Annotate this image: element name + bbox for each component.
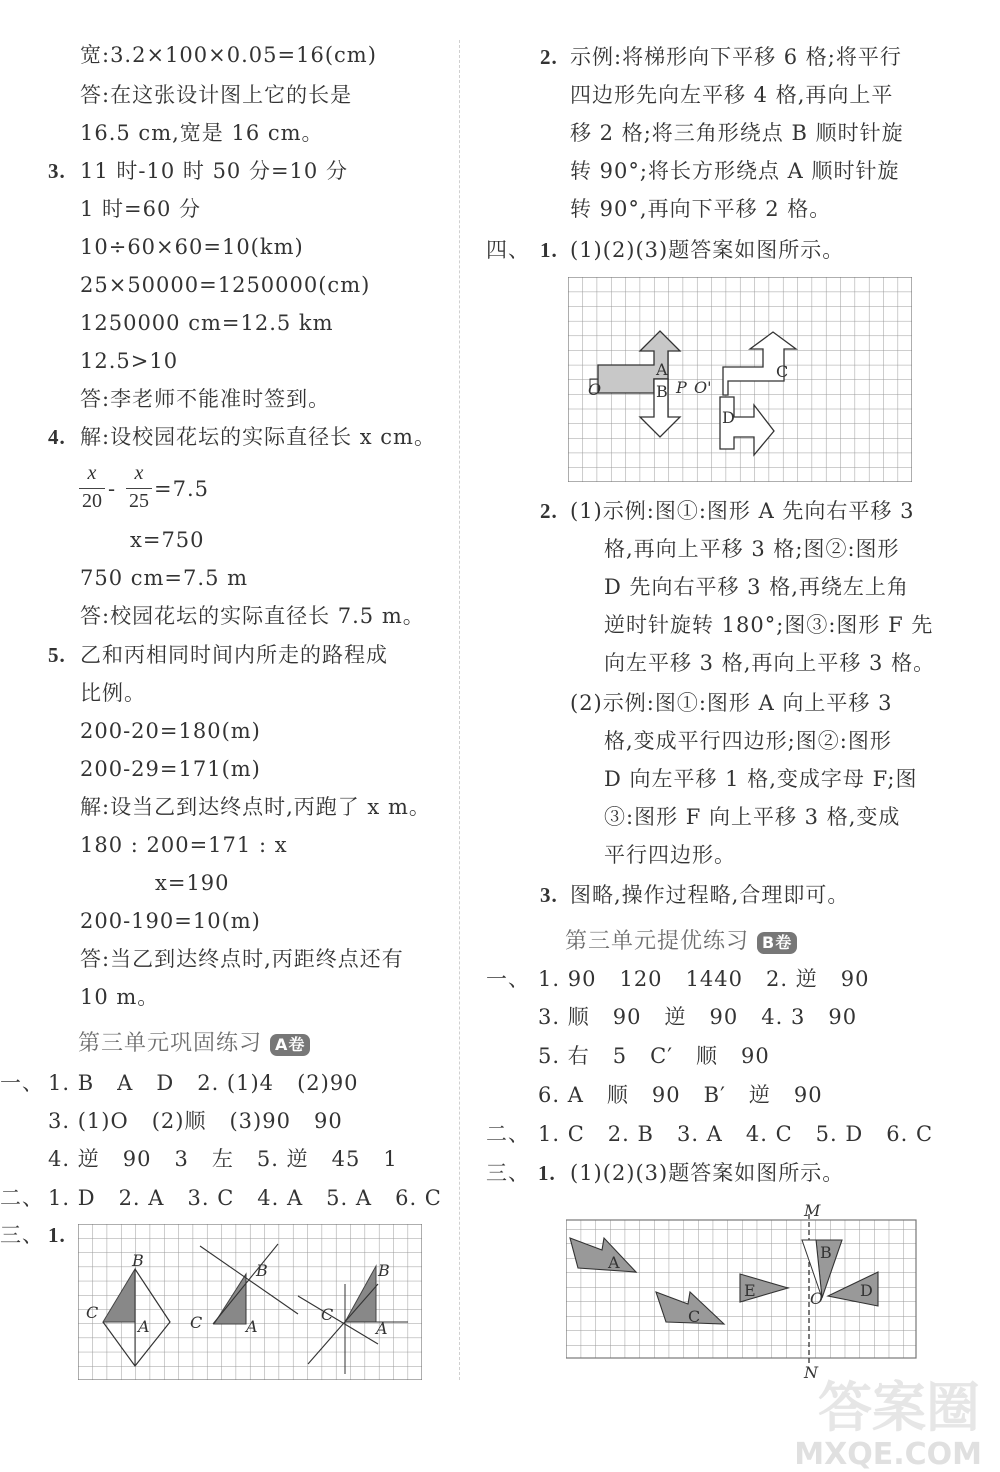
line: 180 : 200=171 : x <box>80 833 288 857</box>
line: 3. (1)O (2)顺 (3)90 90 <box>48 1109 343 1133</box>
part-label: 二、 <box>0 1186 44 1210</box>
equation-rhs: =7.5 <box>154 477 209 501</box>
line: 1. B A D 2. (1)4 (2)90 <box>48 1071 359 1095</box>
label: O' <box>694 378 712 397</box>
line: 解:设校园花坛的实际直径长 x cm。 <box>80 425 436 449</box>
label: E <box>744 1281 756 1300</box>
line: (1)(2)(3)题答案如图所示。 <box>570 238 845 262</box>
part-label: 一、 <box>0 1071 44 1095</box>
watermark-logo: 答案圈 <box>818 1376 980 1439</box>
line: 答:当乙到达终点时,丙距终点还有 <box>80 947 404 971</box>
watermark-url: MXQE.COM <box>794 1437 982 1472</box>
question-number: 1. <box>48 1223 66 1247</box>
section-heading-b <box>565 924 797 955</box>
line: 25×50000=1250000(cm) <box>80 273 371 297</box>
part-label: 一、 <box>486 967 530 991</box>
label: C <box>190 1313 203 1332</box>
label: A <box>246 1317 258 1336</box>
line: 转 90°;将长方形绕点 A 顺时针旋 <box>570 159 900 183</box>
question-number: 4. <box>48 425 66 449</box>
badge-a: A卷 <box>270 1034 310 1056</box>
part-label: 二、 <box>486 1122 530 1146</box>
question-number: 2. <box>540 499 558 523</box>
line: D 向左平移 1 格,变成字母 F;图 <box>604 767 918 791</box>
line: 10÷60×60=10(km) <box>80 235 304 259</box>
fraction-bar <box>79 488 105 489</box>
line: 格,再向上平移 3 格;图②:图形 <box>604 537 900 561</box>
line: 比例。 <box>80 681 146 705</box>
line: 4. 逆 90 3 左 5. 逆 45 1 <box>48 1147 398 1171</box>
minus-sign: - <box>108 477 117 501</box>
label: A <box>608 1253 620 1272</box>
line: 逆时针旋转 180°;图③:图形 F 先 <box>604 613 934 637</box>
line: 6. A 顺 90 B′ 逆 90 <box>538 1083 823 1107</box>
label: A <box>376 1319 388 1338</box>
line: 1. C 2. B 3. A 4. C 5. D 6. C <box>538 1122 934 1146</box>
line: 3. 顺 90 逆 90 4. 3 90 <box>538 1005 858 1029</box>
question-number: 3. <box>540 883 558 907</box>
label: C <box>86 1303 99 1322</box>
line: 格,变成平行四边形;图②:图形 <box>604 729 892 753</box>
part-label: 三、 <box>0 1223 44 1247</box>
label: A <box>656 360 668 379</box>
question-number: 2. <box>540 45 558 69</box>
line: 1250000 cm=12.5 km <box>80 311 334 335</box>
label: C <box>321 1305 334 1324</box>
label: O <box>588 380 602 399</box>
line: 答:校园花坛的实际直径长 7.5 m。 <box>80 604 425 628</box>
line: 四边形先向左平移 4 格,再向上平 <box>570 83 894 107</box>
label: B <box>132 1251 144 1270</box>
line: 16.5 cm,宽是 16 cm。 <box>80 121 324 145</box>
label: C <box>688 1307 701 1326</box>
label: B <box>820 1243 832 1262</box>
question-number: 5. <box>48 643 66 667</box>
line: 1 时=60 分 <box>80 197 202 221</box>
label: M <box>804 1201 821 1220</box>
label: N <box>804 1363 818 1380</box>
line: 5. 右 5 C′ 顺 90 <box>538 1044 770 1068</box>
line: 示例:将梯形向下平移 6 格;将平行 <box>570 45 902 69</box>
line: 1. 90 120 1440 2. 逆 90 <box>538 967 870 991</box>
line: 1. D 2. A 3. C 4. A 5. A 6. C <box>48 1186 442 1210</box>
line: 10 m。 <box>80 985 160 1009</box>
line: 答:李老师不能准时签到。 <box>80 387 331 411</box>
section-title: 第三单元巩固练习 <box>78 1031 263 1056</box>
fraction-numerator: x <box>134 462 144 484</box>
label: D <box>722 408 735 427</box>
line: 宽:3.2×100×0.05=16(cm) <box>80 43 377 67</box>
label: C <box>776 362 789 381</box>
label: D <box>860 1281 873 1300</box>
reflection-figure <box>566 1200 918 1380</box>
line: (1)(2)(3)题答案如图所示。 <box>570 1161 845 1185</box>
section-title: 第三单元提优练习 <box>565 929 750 954</box>
label: P <box>676 378 687 397</box>
question-number: 3. <box>48 159 66 183</box>
line: D 先向右平移 3 格,再绕左上角 <box>604 575 909 599</box>
line: 12.5>10 <box>80 349 179 373</box>
fraction-numerator: x <box>87 462 97 484</box>
part-label: 三、 <box>486 1161 530 1185</box>
line: x=750 <box>130 528 205 552</box>
translation-figure <box>568 277 912 482</box>
line: 移 2 格;将三角形绕点 B 顺时针旋 <box>570 121 904 145</box>
fraction-bar <box>126 488 152 489</box>
fraction-denominator: 20 <box>82 490 102 512</box>
label: B <box>256 1261 268 1280</box>
part-label: 四、 <box>486 238 530 262</box>
line: x=190 <box>155 871 230 895</box>
label: B <box>656 382 668 401</box>
label: B <box>378 1261 390 1280</box>
line: 200-190=10(m) <box>80 909 261 933</box>
line: (2)示例:图①:图形 A 向上平移 3 <box>570 691 893 715</box>
line: 答:在这张设计图上它的长是 <box>80 83 353 107</box>
line: (1)示例:图①:图形 A 先向右平移 3 <box>570 499 915 523</box>
column-divider <box>459 40 460 1380</box>
section-heading-a <box>78 1026 310 1057</box>
line: 11 时-10 时 50 分=10 分 <box>80 159 348 183</box>
question-number: 1. <box>540 238 558 262</box>
line: 750 cm=7.5 m <box>80 566 249 590</box>
label: A <box>138 1317 150 1336</box>
badge-b: B卷 <box>757 932 797 954</box>
fraction-denominator: 25 <box>129 490 149 512</box>
line: 向左平移 3 格,再向上平移 3 格。 <box>604 651 936 675</box>
line: 平行四边形。 <box>604 843 736 867</box>
line: 乙和丙相同时间内所走的路程成 <box>80 643 388 667</box>
line: 200-29=171(m) <box>80 757 261 781</box>
line: 解:设当乙到达终点时,丙跑了 x m。 <box>80 795 431 819</box>
question-number: 1. <box>538 1161 556 1185</box>
line: 转 90°,再向下平移 2 格。 <box>570 197 832 221</box>
line: ③:图形 F 向上平移 3 格,变成 <box>604 805 901 829</box>
label: O <box>810 1289 824 1308</box>
rotation-figure <box>78 1224 422 1380</box>
line: 图略,操作过程略,合理即可。 <box>570 883 850 907</box>
line: 200-20=180(m) <box>80 719 261 743</box>
